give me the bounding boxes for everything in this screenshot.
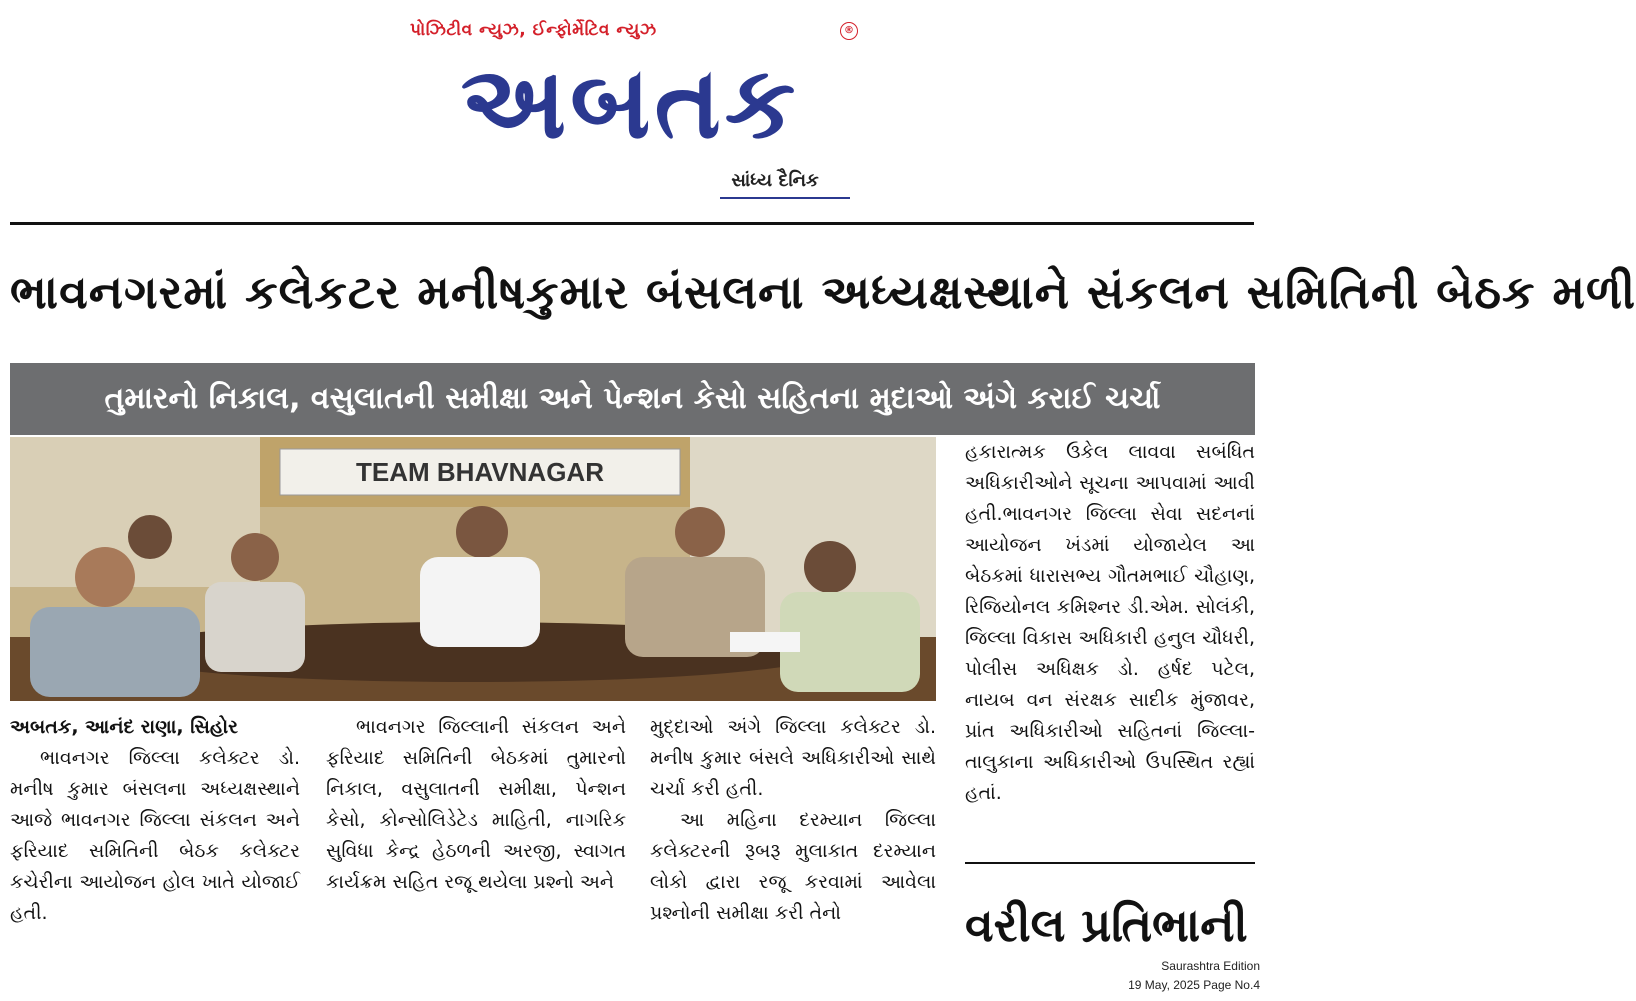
article-subheadline: તુમારનો નિકાલ, વસુલાતની સમીક્ષા અને પેન્શન કેસો સહિતના મુદાઓ અંગે કરાઈ ચર્ચા: [10, 363, 1255, 435]
article-headline: ભાવનગરમાં કલેકટર મનીષકુમાર બંસલના અધ્યક્ષસ્થાને સંકલન સમિતિની બેઠક મળી: [10, 265, 1636, 319]
newspaper-logo: અબતક: [460, 44, 800, 161]
article-photo: [10, 437, 936, 701]
edition-footer: [1128, 957, 1260, 995]
article-paragraph: આ મહિના દરમ્યાન જિલ્લા કલેક્ટરની રૂબરૂ મુલાકાત દરમ્યાન લોકો દ્વારા રજૂ કરવામાં આવેલા પ્રશ્નોની સમીક્ષા કરી તેનો: [650, 809, 936, 924]
masthead-tagline: પોઝિટીવ ન્યુઝ, ઈન્ફોર્મેટિવ ન્યુઝ: [410, 20, 657, 40]
article-paragraph: હકારાત્મક ઉકેલ લાવવા સબંધિત અધિકારીઓને સૂચના આપવામાં આવી હતી.ભાવનગર જિલ્લા સેવા સદનનાં આયોજન ખંડમાં યોજાયેલ આ બેઠકમાં ધારાસભ્ય ગૌતમભાઈ ચૌહાણ, રિજિયોનલ કમિશ્નર ડી.એમ. સોલંકી, જિલ્લા વિકાસ અધિકારી હનુલ ચૌધરી, પોલીસ અધિક્ષક ડો. હર્ષદ પટેલ, નાયબ વન સંરક્ષક સાદીક મુંજાવર, પ્રાંત અધિકારીઓ સહિતનાં જિલ્લા- તાલુકાના અધિકારીઓ ઉપસ્થિત રહ્યાં હતાં.: [965, 441, 1255, 804]
next-article-headline: વરીલ પ્રતિભાની: [965, 898, 1248, 952]
article-paragraph: ભાવનગર જિલ્લા કલેક્ટર ડો. મનીષ કુમાર બંસલના અધ્યક્ષસ્થાને આજે ભાવનગર જિલ્લા સંકલન અને ફરિયાદ સમિતિની બેઠક કલેક્ટર કચેરીના આયોજન હોલ ખાતે યોજાઈ હતી.: [10, 747, 300, 924]
photo-banner-text: TEAM BHAVNAGAR: [356, 457, 604, 487]
masthead-underline: [720, 197, 850, 199]
masthead: [0, 0, 1270, 210]
edition-name: Saurashtra Edition: [1161, 959, 1260, 973]
article-column-1: [10, 712, 300, 929]
page-separator: [10, 222, 1254, 225]
column-divider: [965, 862, 1255, 864]
masthead-subtitle: સાંધ્ય દૈનિક: [731, 170, 819, 191]
article-column-2: [326, 712, 626, 898]
article-paragraph: ભાવનગર જિલ્લાની સંકલન અને ફરિયાદ સમિતિની બેઠકમાં તુમારનો નિકાલ, વસુલાતની સમીક્ષા, પેન્શન કેસો, કોન્સોલિડેટેડ માહિતી, નાગરિક સુવિધા કેન્દ્ર હેઠળની અરજી, સ્વાગત કાર્યક્રમ સહિત રજૂ થયેલા પ્રશ્નો અને: [326, 716, 626, 893]
registered-mark: ®: [840, 22, 858, 40]
article-byline: અબતક, આનંદ રાણા, સિહોર: [10, 716, 239, 738]
article-column-3: [650, 712, 936, 929]
edition-date-page: 19 May, 2025 Page No.4: [1128, 978, 1260, 992]
article-column-4: [965, 437, 1255, 809]
article-paragraph: મુદ્દાઓ અંગે જિલ્લા કલેક્ટર ડો. મનીષ કુમાર બંસલે અધિકારીઓ સાથે ચર્ચા કરી હતી.: [650, 716, 936, 800]
meeting-photo-illustration: [10, 437, 936, 701]
